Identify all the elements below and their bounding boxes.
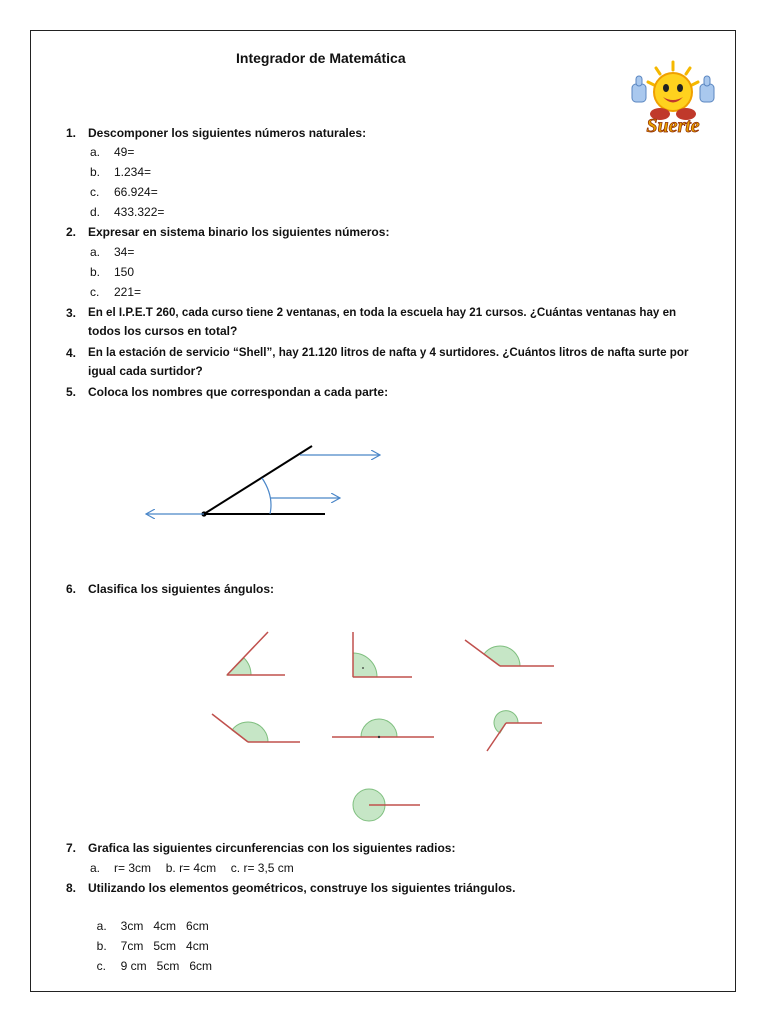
acute-angle	[227, 632, 285, 675]
logo-text: Suerte	[646, 115, 700, 137]
angle-arc	[262, 478, 271, 514]
page-title: Integrador de Matemática	[236, 50, 406, 66]
item-text: 221=	[114, 285, 142, 299]
right-angle	[353, 632, 412, 677]
item-letter: a.	[90, 861, 101, 875]
question-text: Expresar en sistema binario los siguientes números:	[88, 225, 390, 239]
question-text: Grafica las siguientes circunferencias con los siguientes radios:	[88, 841, 456, 855]
straight-angle	[332, 719, 434, 738]
question-text: Clasifica los siguientes ángulos:	[88, 582, 275, 596]
question-number: 5.	[66, 385, 77, 399]
item-text: 3cm 4cm 6cm	[120, 919, 209, 933]
obtuse-angle-2	[212, 714, 300, 742]
question-number: 1.	[66, 126, 77, 140]
item-letter: b.	[165, 861, 176, 875]
item-text: 9 cm 5cm 6cm	[120, 959, 213, 973]
item-letter: c.	[90, 285, 100, 299]
item-text: r= 3cm	[114, 861, 152, 875]
full-angle	[353, 789, 420, 821]
item-text: 34=	[114, 245, 135, 259]
question-text-line-1: En la estación de servicio “Shell”, hay 21.120 litros de nafta y 4 surtidores. ¿Cuántos litros de nafta surte por	[88, 346, 689, 359]
question-text-line-2: todos los cursos en total?	[88, 324, 238, 338]
list-item	[90, 203, 164, 221]
question-4	[66, 344, 736, 380]
list-item	[90, 263, 134, 281]
item-text: 7cm 5cm 4cm	[120, 939, 209, 953]
item-letter: a.	[90, 145, 101, 159]
radius-list	[90, 859, 294, 877]
list-item	[90, 163, 151, 181]
question-1	[66, 124, 726, 142]
item-text: 150	[114, 265, 135, 279]
angle-ray	[204, 446, 312, 514]
item-text: r= 4cm	[179, 861, 217, 875]
question-3	[66, 304, 736, 340]
question-text-line-1: En el I.P.E.T 260, cada curso tiene 2 ventanas, en toda la escuela hay 21 cursos. ¿Cuántas ventanas hay en	[88, 306, 677, 319]
item-text: 66.924=	[114, 185, 158, 199]
item-letter: c.	[90, 185, 100, 199]
item-letter: b.	[96, 939, 107, 953]
question-text: Descomponer los siguientes números naturales:	[88, 126, 367, 140]
question-text-line-2: igual cada surtidor?	[88, 364, 203, 378]
question-8	[66, 879, 726, 897]
item-letter: a.	[96, 919, 107, 933]
question-5	[66, 383, 726, 401]
list-item	[90, 243, 134, 261]
item-text: 49=	[114, 145, 135, 159]
reflex-angle	[487, 711, 542, 751]
item-letter: d.	[90, 205, 101, 219]
question-number: 2.	[66, 225, 77, 239]
question-6	[66, 580, 726, 598]
question-2	[66, 223, 726, 241]
item-text: 1.234=	[114, 165, 152, 179]
item-letter: a.	[90, 245, 101, 259]
list-item	[90, 939, 212, 975]
list-item	[90, 143, 134, 161]
angles-figure	[200, 620, 580, 830]
item-letter: c.	[230, 861, 241, 875]
item-letter: b.	[90, 265, 101, 279]
question-text: Utilizando los elementos geométricos, construye los siguientes triángulos.	[88, 881, 516, 895]
item-letter: b.	[90, 165, 101, 179]
question-7	[66, 839, 726, 857]
list-item	[90, 183, 158, 201]
question-number: 7.	[66, 841, 77, 855]
question-number: 4.	[66, 346, 77, 360]
obtuse-angle	[465, 640, 554, 666]
question-text: Coloca los nombres que correspondan a cada parte:	[88, 385, 389, 399]
list-item	[90, 283, 141, 301]
item-letter: c.	[96, 959, 107, 973]
question-number: 8.	[66, 881, 77, 895]
angle-parts-diagram	[140, 440, 390, 530]
question-number: 3.	[66, 306, 77, 320]
question-number: 6.	[66, 582, 77, 596]
item-text: 433.322=	[114, 205, 165, 219]
item-text: r= 3,5 cm	[243, 861, 294, 875]
